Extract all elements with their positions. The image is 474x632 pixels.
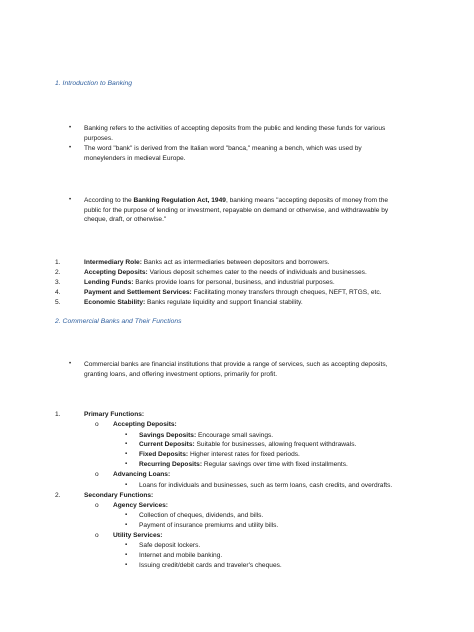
bullet-text-line: Banking refers to the activities of accepting deposits from the public and lending these funds for various [84, 125, 386, 132]
bullet-icon: • [69, 361, 72, 367]
numbered-item [55, 298, 303, 308]
bullet-icon: • [69, 145, 72, 151]
bullet-icon: • [69, 125, 72, 131]
item-term: Savings Deposits: [139, 432, 197, 439]
deposit-item [125, 450, 300, 459]
circle-bullet-icon: o [95, 471, 99, 478]
item-term: Fixed Deposits: [139, 451, 189, 458]
item-number: 1. [55, 411, 61, 418]
numbered-item [55, 268, 367, 278]
section-heading-introduction: 1. Introduction to Banking [55, 80, 133, 87]
utility-item [125, 551, 223, 560]
list-item [69, 360, 429, 379]
item-number: 3. [55, 279, 61, 286]
bullet-text-line: moneylenders in medieval Europe. [84, 154, 186, 162]
item-term: Payment and Settlement Services: [84, 289, 192, 296]
deposit-item [125, 431, 274, 440]
square-bullet-icon: ▪ [125, 552, 128, 558]
sub-term: Utility Services: [113, 532, 163, 539]
item-term: Secondary Functions: [84, 492, 154, 499]
loans-item [125, 481, 393, 490]
square-bullet-icon: ▪ [125, 562, 128, 568]
item-desc: Banks provide loans for personal, business, and industrial purposes. [133, 279, 335, 286]
definition-rest: , banking means "accepting deposits of money from the [225, 197, 389, 204]
sub-term: Accepting Deposits: [113, 421, 177, 428]
item-desc: Banks act as intermediaries between depositors and borrowers. [141, 259, 330, 266]
item-desc: Facilitating money transfers through cheques, NEFT, RTGS, etc. [191, 289, 382, 296]
item-number: 4. [55, 289, 61, 296]
numbered-item [55, 288, 381, 298]
bullet-text-line: The word "bank" is derived from the Italian word "banca," meaning a bench, which was used by [84, 145, 362, 152]
item-number: 1. [55, 259, 61, 266]
section-heading-commercial-banks: 2. Commercial Banks and Their Functions [55, 318, 182, 325]
item-term: Intermediary Role: [84, 259, 142, 266]
act-name: Banking Regulation Act, 1949 [133, 197, 226, 204]
item-desc: Loans for individuals and businesses, such as term loans, cash credits, and overdrafts. [139, 482, 393, 489]
utility-item [125, 541, 201, 550]
square-bullet-icon: ▪ [125, 522, 128, 528]
numbered-item [55, 278, 335, 288]
circle-bullet-icon: o [95, 502, 99, 509]
item-desc: Safe deposit lockers. [139, 542, 201, 549]
advancing-loans-heading [95, 470, 171, 479]
item-term: Current Deposits: [139, 441, 195, 448]
item-number: 5. [55, 299, 61, 306]
bullet-text-line: Commercial banks are financial institutions that provide a range of services, such as accepting deposits, [84, 361, 388, 368]
accepting-deposits-heading [95, 420, 177, 429]
item-term: Lending Funds: [84, 279, 134, 286]
agency-item [125, 511, 264, 520]
definition-item [69, 196, 429, 225]
definition-prefix: According to the [84, 197, 134, 204]
agency-item [125, 521, 279, 530]
square-bullet-icon: ▪ [125, 461, 128, 467]
item-number: 2. [55, 269, 61, 276]
list-item [69, 144, 424, 163]
agency-services-heading [95, 501, 168, 510]
item-term: Recurring Deposits: [139, 461, 203, 468]
bullet-text-line: granting loans, and offering investment options, primarily for profit. [84, 370, 278, 378]
sub-term: Advancing Loans: [113, 471, 171, 478]
bullet-icon: • [69, 197, 72, 203]
item-desc: Internet and mobile banking. [139, 552, 223, 559]
deposit-item [125, 440, 357, 449]
square-bullet-icon: ▪ [125, 432, 128, 438]
item-term: Accepting Deposits: [84, 269, 148, 276]
square-bullet-icon: ▪ [125, 542, 128, 548]
square-bullet-icon: ▪ [125, 451, 128, 457]
square-bullet-icon: ▪ [125, 482, 128, 488]
item-desc: Collection of cheques, dividends, and bills. [139, 512, 264, 519]
definition-line: public for the purpose of lending or investment, repayable on demand or otherwise, and withdrawable by [84, 206, 389, 214]
square-bullet-icon: ▪ [125, 441, 128, 447]
item-term: Primary Functions: [84, 411, 145, 418]
definition-line: cheque, draft, or otherwise." [84, 216, 167, 224]
item-desc: Various deposit schemes cater to the needs of individuals and businesses. [147, 269, 367, 276]
secondary-functions-heading [55, 491, 153, 500]
item-term: Economic Stability: [84, 299, 146, 306]
list-item [69, 124, 424, 143]
bullet-text-line: purposes. [84, 134, 113, 142]
circle-bullet-icon: o [95, 532, 99, 539]
item-desc: Higher interest rates for fixed periods. [188, 451, 300, 458]
item-desc: Regular savings over time with fixed installments. [202, 461, 348, 468]
item-desc: Issuing credit/debit cards and traveler's cheques. [139, 562, 282, 569]
definition-line [84, 196, 429, 206]
sub-term: Agency Services: [113, 502, 168, 509]
item-number: 2. [55, 492, 61, 499]
square-bullet-icon: ▪ [125, 512, 128, 518]
utility-services-heading [95, 531, 163, 540]
circle-bullet-icon: o [95, 421, 99, 428]
item-desc: Suitable for businesses, allowing frequent withdrawals. [194, 441, 357, 448]
item-desc: Encourage small savings. [196, 432, 274, 439]
deposit-item [125, 460, 348, 469]
item-desc: Banks regulate liquidity and support financial stability. [145, 299, 303, 306]
utility-item [125, 561, 282, 570]
numbered-item [55, 258, 330, 268]
primary-functions-heading [55, 410, 144, 419]
item-desc: Payment of insurance premiums and utility bills. [139, 522, 279, 529]
